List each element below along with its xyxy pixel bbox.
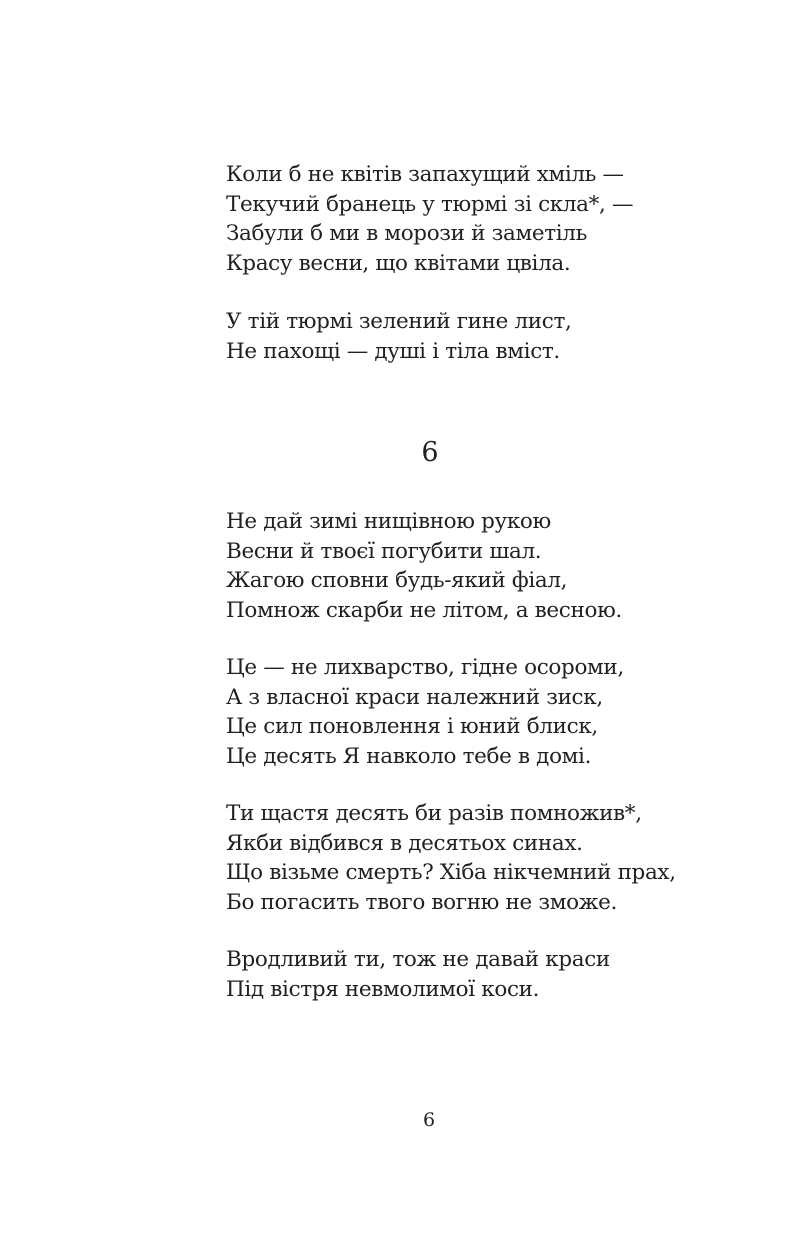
verse-line: Це — не лихварство, гідне осороми, — [226, 655, 624, 680]
verse-line: А з власної краси належний зиск, — [226, 684, 603, 710]
verse-line: Жагою сповни будь-який фіал, — [226, 568, 568, 593]
verse-line: Помнож скарби не літом, а весною. — [226, 597, 622, 623]
verse-line: Це сил поновлення і юний блиск, — [226, 714, 598, 739]
sonnet6-couplet — [226, 945, 610, 1004]
verse-line: Забули б ми в морози й заметіль — [226, 221, 587, 246]
sonnet5-couplet — [226, 307, 572, 366]
verse-line: Під вістря невмолимої коси. — [226, 976, 540, 1002]
verse-line: Що візьме смерть? Хіба нікчемний прах, — [226, 860, 676, 885]
verse-line: Вродливий ти, тож не давай краси — [226, 947, 610, 972]
verse-line: Не пахощі — душі і тіла вміст. — [226, 338, 560, 364]
verse-line: Це десять Я навколо тебе в домі. — [226, 743, 592, 769]
sonnet-number-heading: 6 — [421, 437, 439, 468]
verse-line: Коли б не квітів запахущий хміль — — [226, 162, 624, 187]
sonnet6-stanza-3 — [226, 799, 676, 917]
page-number: 6 — [422, 1109, 436, 1131]
sonnet6-stanza-2 — [226, 653, 624, 771]
verse-line: Бо погасить твого вогню не зможе. — [226, 889, 617, 915]
sonnet5-stanza-1 — [226, 160, 633, 278]
verse-line: Красу весни, що квітами цвіла. — [226, 250, 571, 276]
verse-line: У тій тюрмі зелений гине лист, — [226, 309, 572, 334]
verse-line: Не дай зимі нищівною рукою — [226, 509, 551, 534]
verse-line: Ти щастя десять би разів помножив*, — [226, 801, 642, 826]
sonnet6-stanza-1 — [226, 507, 622, 625]
verse-line: Текучий бранець у тюрмі зі скла*, — — [226, 191, 634, 217]
verse-line: Весни й твоєї погубити шал. — [226, 538, 542, 564]
verse-line: Якби відбився в десятьох синах. — [226, 830, 583, 856]
